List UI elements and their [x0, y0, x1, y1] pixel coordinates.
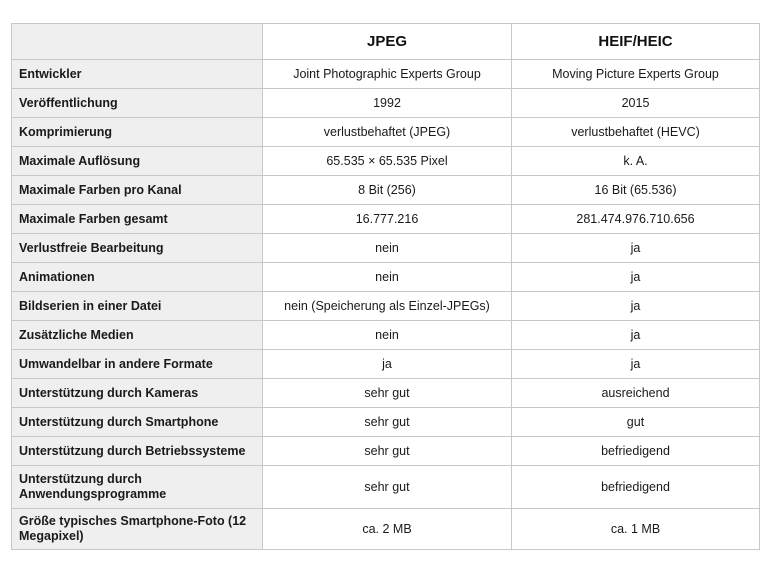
- heif-value: verlustbehaftet (HEVC): [512, 118, 760, 147]
- row-label: Größe typisches Smartphone-Foto (12 Megapixel): [12, 509, 263, 550]
- row-label: Unterstützung durch Kameras: [12, 379, 263, 408]
- row-label: Animationen: [12, 263, 263, 292]
- heif-value: befriedigend: [512, 437, 760, 466]
- jpeg-value: sehr gut: [263, 379, 512, 408]
- jpeg-value: nein: [263, 234, 512, 263]
- header-corner-cell: [12, 24, 263, 60]
- header-jpeg: JPEG: [263, 24, 512, 60]
- jpeg-value: sehr gut: [263, 408, 512, 437]
- table-row: [12, 118, 760, 147]
- heif-value: ja: [512, 350, 760, 379]
- heif-value: ausreichend: [512, 379, 760, 408]
- jpeg-value: nein: [263, 321, 512, 350]
- row-label: Unterstützung durch Smartphone: [12, 408, 263, 437]
- table-row: [12, 408, 760, 437]
- table-row: [12, 292, 760, 321]
- table-row: [12, 234, 760, 263]
- row-label: Bildserien in einer Datei: [12, 292, 263, 321]
- heif-value: 281.474.976.710.656: [512, 205, 760, 234]
- jpeg-value: verlustbehaftet (JPEG): [263, 118, 512, 147]
- jpeg-value: 65.535 × 65.535 Pixel: [263, 147, 512, 176]
- jpeg-value: nein (Speicherung als Einzel-JPEGs): [263, 292, 512, 321]
- table-row: [12, 263, 760, 292]
- heif-value: k. A.: [512, 147, 760, 176]
- table-row: [12, 321, 760, 350]
- row-label: Komprimierung: [12, 118, 263, 147]
- row-label: Maximale Auflösung: [12, 147, 263, 176]
- row-label: Entwickler: [12, 60, 263, 89]
- jpeg-value: Joint Photographic Experts Group: [263, 60, 512, 89]
- row-label: Unterstützung durch Betriebssysteme: [12, 437, 263, 466]
- jpeg-value: nein: [263, 263, 512, 292]
- comparison-table: [11, 23, 760, 550]
- jpeg-value: 1992: [263, 89, 512, 118]
- heif-value: 2015: [512, 89, 760, 118]
- row-label: Verlustfreie Bearbeitung: [12, 234, 263, 263]
- table-row: [12, 176, 760, 205]
- table-row: [12, 437, 760, 466]
- table-row: [12, 60, 760, 89]
- heif-value: gut: [512, 408, 760, 437]
- jpeg-value: ca. 2 MB: [263, 509, 512, 550]
- table-row: [12, 509, 760, 550]
- row-label: Umwandelbar in andere Formate: [12, 350, 263, 379]
- heif-value: 16 Bit (65.536): [512, 176, 760, 205]
- heif-value: ja: [512, 263, 760, 292]
- table-header-row: [12, 24, 760, 60]
- jpeg-value: ja: [263, 350, 512, 379]
- table-row: [12, 89, 760, 118]
- jpeg-value: 16.777.216: [263, 205, 512, 234]
- table-row: [12, 466, 760, 509]
- header-heif: HEIF/HEIC: [512, 24, 760, 60]
- table-row: [12, 379, 760, 408]
- row-label: Unterstützung durch Anwendungsprogramme: [12, 466, 263, 509]
- table-row: [12, 350, 760, 379]
- comparison-table-container: [11, 23, 759, 550]
- heif-value: Moving Picture Experts Group: [512, 60, 760, 89]
- table-row: [12, 205, 760, 234]
- heif-value: ja: [512, 321, 760, 350]
- heif-value: befriedigend: [512, 466, 760, 509]
- jpeg-value: sehr gut: [263, 466, 512, 509]
- heif-value: ca. 1 MB: [512, 509, 760, 550]
- heif-value: ja: [512, 234, 760, 263]
- heif-value: ja: [512, 292, 760, 321]
- row-label: Zusätzliche Medien: [12, 321, 263, 350]
- row-label: Maximale Farben gesamt: [12, 205, 263, 234]
- row-label: Veröffentlichung: [12, 89, 263, 118]
- jpeg-value: 8 Bit (256): [263, 176, 512, 205]
- row-label: Maximale Farben pro Kanal: [12, 176, 263, 205]
- jpeg-value: sehr gut: [263, 437, 512, 466]
- table-row: [12, 147, 760, 176]
